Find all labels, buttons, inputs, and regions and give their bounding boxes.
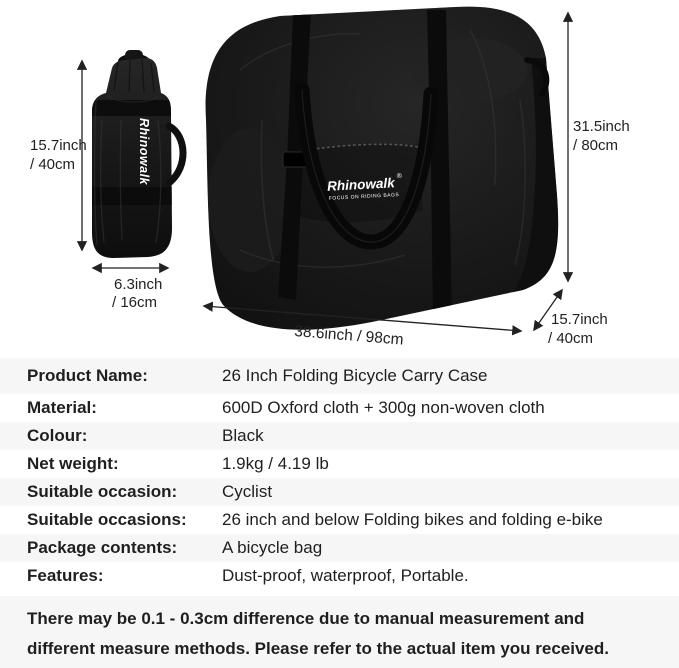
small-bag-height-label-line2: / 40cm [30,156,76,173]
spec-value-features: Dust-proof, waterproof, Portable. [222,566,469,585]
table-row [0,450,679,478]
large-bag-depth-label-line1: 15.7inch [551,311,608,328]
spec-value-product-name: 26 Inch Folding Bicycle Carry Case [222,366,488,385]
spec-label-suitable-occasion: Suitable occasion: [27,482,178,501]
measurement-note-line2: different measure methods. Please refer to the actual item you received. [27,639,609,658]
table-row [0,562,679,590]
small-bag-height-label-line1: 15.7inch [30,137,87,154]
spec-label-product-name: Product Name: [27,366,148,385]
spec-label-suitable-occasions: Suitable occasions: [27,510,187,529]
spec-label-package-contents: Package contents: [27,538,178,557]
large-bag-height-label-line1: 31.5inch [573,118,630,135]
large-bag-brand-reg: ® [396,172,403,181]
table-row [0,422,679,450]
measurement-note [0,596,679,668]
spec-value-suitable-occasions: 26 inch and below Folding bikes and folding e-bike [222,510,603,529]
large-bag-brand-tagline: FOCUS ON RIDING BAGS [328,192,400,202]
small-bag-width-label-line2: / 16cm [112,294,158,311]
spec-value-colour: Black [222,426,264,445]
table-row [0,358,679,394]
table-row [0,506,679,534]
table-row [0,534,679,562]
measurement-note-line1: There may be 0.1 - 0.3cm difference due to manual measurement and [27,609,585,628]
spec-value-material: 600D Oxford cloth + 300g non-woven cloth [222,398,545,417]
spec-value-net-weight: 1.9kg / 4.19 lb [222,454,329,473]
large-bag-depth-label-line2: / 40cm [548,330,594,347]
table-row [0,478,679,506]
table-row [0,394,679,422]
large-bag-height-label-line2: / 80cm [573,137,619,154]
large-bag-width-label: 38.6inch / 98cm [293,323,405,349]
spec-label-material: Material: [27,398,97,417]
spec-table [0,358,679,590]
small-bag-width-label-line1: 6.3inch [114,276,163,293]
large-bag-group [206,7,559,330]
spec-label-net-weight: Net weight: [27,454,119,473]
large-bag-brand: Rhinowalk [326,175,395,194]
spec-label-colour: Colour: [27,426,88,445]
spec-label-features: Features: [27,566,104,585]
small-bag-group [91,50,183,258]
large-bag-sheen-left [208,128,292,272]
small-bag-brand-vertical: Rhinowalk [137,118,151,186]
spec-value-suitable-occasion: Cyclist [222,482,273,501]
spec-value-package-contents: A bicycle bag [222,538,323,557]
